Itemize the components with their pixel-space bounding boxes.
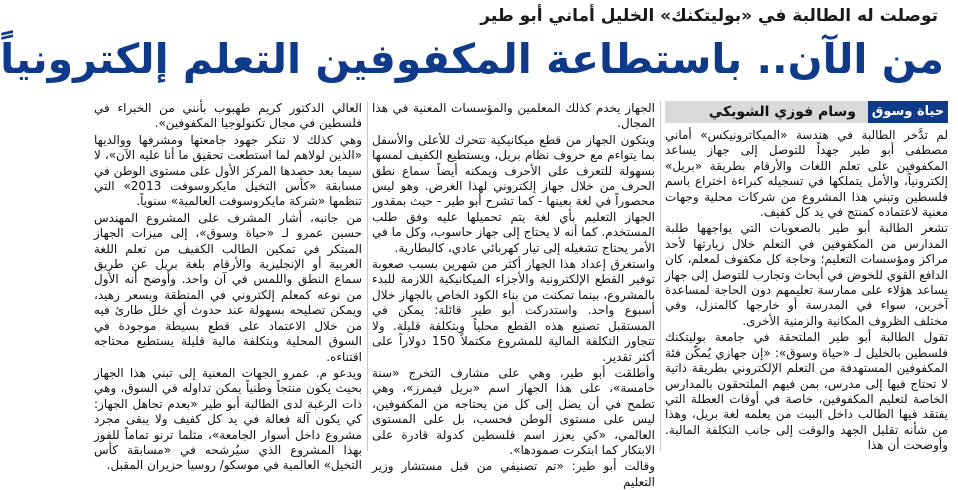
paragraph: وأطلقت أبو طير، وهي على مشارف التخرج «سنة خامسة»، على هذا الجهاز اسم «بريل فيمرز»، وهي تطمح في أن يصل إلى كل من يحتاجه من المكفوفين، ليس على مستوى الوطن فحسب، بل على المستوى العالمي، «كي يعزز اسم فلسطين كدولة قادرة على الابتكار كما ابتكرت صمودها».	[372, 365, 655, 457]
article-column-1	[665, 128, 948, 456]
column-divider	[660, 101, 661, 451]
section-badge: حياة وسوق	[868, 101, 948, 123]
paragraph: ويتكون الجهاز من قطع ميكانيكية تتحرك للأعلى والأسفل بما يتواءم مع حروف نظام بريل، ويستطيع الكفيف لمسها بسهولة للتعرف على الأحرف ويمكنه أيضاً سماع نطق الحرف من خلال جهاز إلكتروني لهذا الغرض. وهو ليس محصوراً في لغة بعينها - كما تشرح أبو طير - حيث بمقدور الجهاز التعليم بأي لغة يتم تحميلها عليه وفق طلب المستخدم. كما أنه لا يحتاج إلى جهاز حاسوب، وكل ما في الأمر يحتاج تشغيله إلى تيار كهربائي عادي، كالبطارية.	[372, 132, 655, 255]
paragraph: ويدعو م. عمرو الجهات المعنية إلى تبني هذا الجهاز بحيث يكون منتجاً وطنياً يمكن تداوله في السوق، وهي ذات الرغبة لدى الطالبة أبو طير «بعدم تجاهل الجهاز: كي يكون آلة فعالة في يد كل كفيف ولا يبقى مجرد مشروع داخل أسوار الجامعة»، مثلما ترنو تماماً للفوز بهذا المشروع الذي سيُرشحه في «مسابقة كأس التخيل» العالمية في موسكو/ روسيا حزيران المقبل.	[94, 365, 362, 473]
article-column-3	[94, 101, 362, 473]
column-divider	[367, 101, 368, 451]
paragraph: تشعر الطالبة أبو طير بالصعوبات التي يواجهها طلبة المدارس من المكفوفين في التعلم خلال زيارتها لأحد مراكز ومؤسسات التعليم؛ وحاجة كل مكفوف لمعلم، كان الدافع القوي للخوض في أبحاث وتجارب للتوصل إلى جهاز يساعد هؤلاء على ممارسة تعليمهم دون الحاجة لمساعدة آخرين، سواء في المدرسة أو خارجها كالمنزل، وفي مختلف الظروف المكانية والزمنية الأخرى.	[665, 221, 948, 328]
author-name: وسام فوزي الشويكي	[708, 104, 856, 120]
paragraph: من جانبه، أشار المشرف على المشروع المهندس حسين عمرو لـ «حياة وسوق»، إلى ميزات الجهاز المبتكر في تمكين الطالب الكفيف من تعلم اللغة العربية أو الإنجليزية والأرقام بلغة بريل عن طريق سماع النطق واللمس في آن واحد. وأوضح أنه الأول من نوعه كمعلم إلكتروني في المنطقة وبسعر زهيد، ويمكن تصليحه بسهولة عند حدوث أي خلل طارئ فيه من خلال الاعتماد على قطع بسيطة موجودة في السوق المحلية وبتكلفة مالية قليلة يستطيع محتاجه اقتناءه.	[94, 210, 362, 364]
paragraph: الجهاز يخدم كذلك المعلمين والمؤسسات المعنية في هذا المجال.	[372, 101, 655, 131]
paragraph: العالي الدكتور كريم طهبوب بأنني من الخبراء في فلسطين في مجال تكنولوجيا المكفوفين».	[94, 101, 362, 131]
article-column-2	[372, 101, 656, 489]
article-kicker: توصلت له الطالبة في «بوليتكنك» الخليل أماني أبو طير	[480, 6, 938, 26]
paragraph: وقالت أبو طير: «تم تصنيفي من قبل مستشار وزير التعليم	[372, 459, 655, 489]
article-headline: من الآن.. باستطاعة المكفوفين التعلم إلكترونياً	[0, 35, 944, 83]
paragraph: تقول الطالبة أبو طير الملتحقة في جامعة بوليتكنك فلسطين بالخليل لـ «حياة وسوق»: «إن جهازي يُمكّن فئة المكفوفين المستهدفة من التعلم الإلكتروني بطريقة ذاتية لا تحتاج فيها إلى مدرس، بمن فيهم الملتحقون بالمدارس الخاصة لتعليم المكفوفين، خاصة في أوقات العطلة التي يفتقد فيها الطالب داخل البيت من يعلمه لغة بريل، وهذا من شأنه تقليل الجهد والوقت إلى جانب التكلفة المالية. وأوضحت أن هذا	[665, 330, 948, 453]
byline-bar	[665, 101, 948, 123]
paragraph: لم تدَّخر الطالبة في هندسة «الميكاترونيكس» أماني مصطفى أبو طير جهداً للتوصل إلى جهاز يساعد المكفوفين على تعلم اللغات والأرقام بطريقة «بريل» إلكترونياً، والأمل يتملكها في تسجيله كبراءة اختراع باسم فلسطين وتبني هذا المشروع من شركات محلية وجهات معنية لاعتماده كمنتج في يد كل كفيف.	[665, 128, 948, 220]
paragraph: واستغرق إعداد هذا الجهاز أكثر من شهرين بسبب صعوبة توفير القطع الإلكترونية والأجزاء الميكانيكية اللازمة للبدء بالمشروع، بينما تمكنت من بناء الكود الخاص بالجهاز خلال أسبوع واحد. واستدركت أبو طير قائلة: يمكن في المستقبل تصنيع هذه القطع محلياً وبتكلفة قليلة. ولا تتجاوز التكلفة المالية للمشروع مكتملاً 150 دولاراً على أكثر تقدير.	[372, 257, 656, 364]
paragraph: وهي كذلك لا تنكر جهود جامعتها ومشرفها ووالديها «الذين لولاهم لما استطعت تحقيق ما أنا عليه الآن»، لا سيما بعد حصدها المركز الأول على مستوى الوطن في مسابقة «كأس التخيل مايكروسوفت 2013» التي تنظمها «شركة مايكروسوفت العالمية» سنوياً.	[94, 132, 362, 209]
